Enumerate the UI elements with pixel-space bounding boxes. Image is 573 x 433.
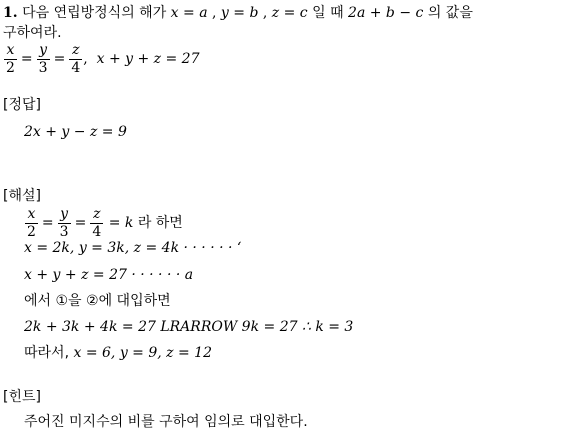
conclusion-math: x = 6, y = 9, z = 12	[73, 345, 212, 361]
question-number: 1.	[3, 5, 18, 21]
solution-x: x = a	[170, 5, 208, 21]
solution-step-5	[24, 346, 212, 360]
solution-step-1: x = 2k, y = 3k, z = 4k · · · · · · ‘	[24, 240, 242, 256]
solution-step-4: 2k + 3k + 4k = 27 LRARROW 9k = 27 ∴ k = 3	[24, 319, 354, 335]
condition-equation: x + y + z = 27	[96, 51, 200, 68]
conclusion-text: 따라서,	[24, 345, 70, 361]
solution-z: z = c	[271, 5, 308, 21]
hint-text: 주어진 미지수의 비를 구하여 임의로 대입한다.	[24, 414, 308, 430]
answer-header: [정답]	[3, 97, 41, 113]
question-equation: $\frac{x}{2}$ = $\frac{y}{3}$ = $\frac{z}{4}$ , x + y + z = 27	[6, 42, 200, 76]
solution-step-2: x + y + z = 27 · · · · · · a	[24, 267, 194, 283]
fraction-z-over-4: $\frac{z}{4}$	[71, 42, 81, 76]
question-text-pre: 다음 연립방정식의 해가	[22, 5, 167, 21]
fraction-x-over-2: $\frac{x}{2}$	[6, 42, 15, 76]
target-expression: 2a + b − c	[348, 5, 424, 21]
question-line-1: 1. 다음 연립방정식의 해가 x = a , y = b , z = c 일 때 2a + b − c 의 값을	[3, 5, 473, 21]
k-equals: = k	[108, 215, 134, 232]
solution-header: [해설]	[3, 188, 41, 204]
hint-header: [힌트]	[3, 389, 41, 405]
question-text-post: 의 값을	[427, 5, 473, 21]
fraction-x-over-2: $\frac{x}{2}$	[27, 206, 36, 240]
question-text-mid: 일 때	[312, 5, 344, 21]
fraction-z-over-4: $\frac{z}{4}$	[92, 206, 102, 240]
k-text: 라 하면	[137, 215, 183, 232]
fraction-y-over-3: $\frac{y}{3}$	[59, 206, 69, 240]
solution-y: y = b	[220, 5, 259, 21]
question-line-2: 구하여라.	[3, 25, 62, 41]
solution-ratio-line: $\frac{x}{2}$ = $\frac{y}{3}$ = $\frac{z}{4}$ = k 라 하면	[27, 206, 183, 240]
solution-step-3: 에서 ①을 ②에 대입하면	[24, 293, 171, 309]
fraction-y-over-3: $\frac{y}{3}$	[38, 42, 48, 76]
answer-value: 2x + y − z = 9	[24, 124, 127, 140]
